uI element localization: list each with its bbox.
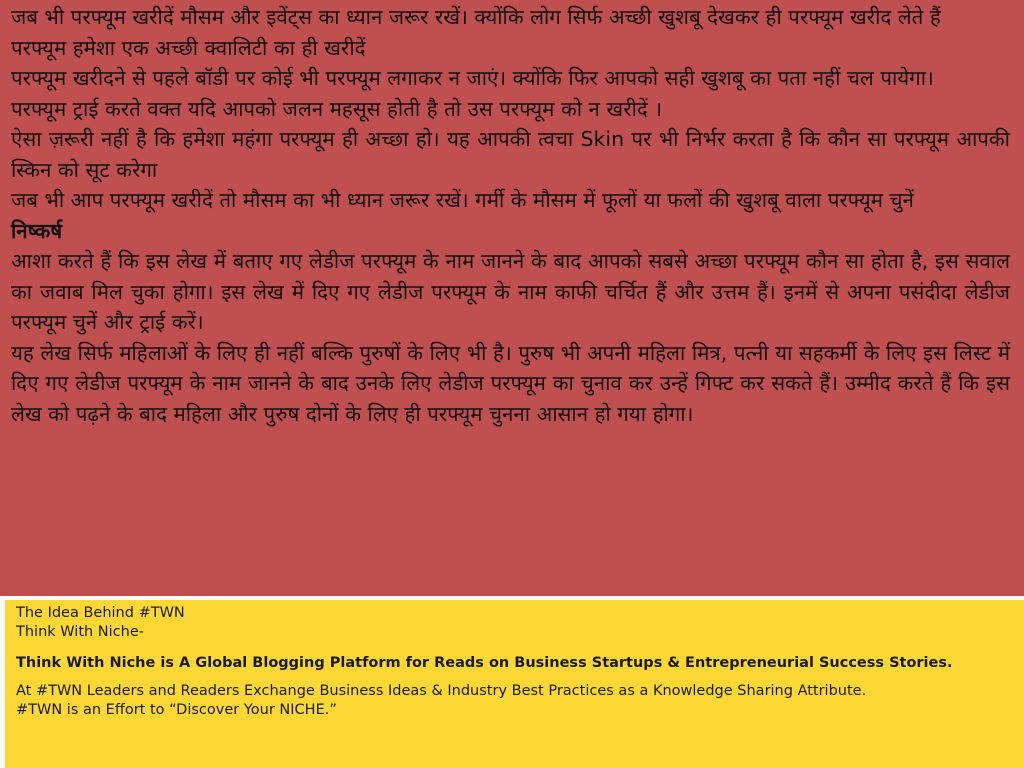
footer-description: At #TWN Leaders and Readers Exchange Business Ideas & Industry Best Practices as a Knowledge Sharing Attribute.: [16, 683, 867, 699]
footer-title: The Idea Behind #TWN: [16, 605, 185, 621]
footer-spacer: [16, 642, 1014, 654]
article-paragraph: परफ्यूम ट्राई करते वक्त यदि आपको जलन महसूस होती है तो उस परफ्यूम को न खरीदें ।: [11, 96, 663, 121]
article-paragraph: ऐसा ज़रूरी नहीं है कि हमेशा महंगा परफ्यूम ही अच्छा हो। यह आपकी त्वचा Skin पर भी निर्भर करता है कि कौन सा परफ्यूम आपकी स्किन को सूट करेगा: [11, 127, 1010, 182]
article-paragraph: परफ्यूम खरीदने से पहले बॉडी पर कोई भी परफ्यूम लगाकर न जाएं। क्योंकि फिर आपको सही खुशबू का पता नहीं चल पायेगा।: [11, 66, 934, 90]
article-paragraph: जब भी आप परफ्यूम खरीदें तो मौसम का भी ध्यान जरूर रखें। गर्मी के मौसम में फूलों या फलों की खुशबू वाला परफ्यूम चुनें: [11, 188, 914, 212]
article-paragraph: जब भी परफ्यूम खरीदें मौसम और इवेंट्स का ध्यान जरूर रखें। क्योंकि लोग सिर्फ अच्छी खुशबू देखकर ही परफ्यूम खरीद लेते हैं: [11, 5, 941, 29]
footer-subtitle: Think With Niche-: [16, 624, 144, 640]
conclusion-heading: निष्कर्ष: [11, 218, 63, 243]
article-paragraph: परफ्यूम हमेशा एक अच्छी क्वालिटी का ही खरीदें: [11, 35, 366, 60]
twn-footer-banner: [5, 600, 1024, 768]
conclusion-paragraph: यह लेख सिर्फ महिलाओं के लिए ही नहीं बल्कि पुरुषों के लिए भी है। पुरुष भी अपनी महिला मित्र, पत्नी या सहकर्मी के लिए इस लिस्ट में दिए गए लेडीज परफ्यूम के नाम जानने के बाद उनके लिए लेडीज परफ्यूम का चुनाव कर उन्हें गिफ्ट कर सकते हैं। उम्मीद करते हैं कि इस लेख को पढ़ने के बाद महिला और पुरुष दोनों के लिए ही परफ्यूम चुनना आसान हो गया होगा।: [11, 340, 1010, 426]
footer-spacer: [16, 673, 1014, 682]
conclusion-paragraph: आशा करते हैं कि इस लेख में बताए गए लेडीज परफ्यूम के नाम जानने के बाद आपको सबसे अच्छा परफ्यूम कौन सा होता है, इस सवाल का जवाब मिल चुका होगा। इस लेख में दिए गए लेडीज परफ्यूम के नाम काफी चर्चित हैं और उत्तम हैं। इनमें से अपना पसंदीदा लेडीज परफ्यूम चुनें और ट्राई करें।: [11, 249, 1010, 334]
footer-motto: #TWN is an Effort to “Discover Your NICHE.”: [16, 702, 337, 718]
footer-tagline: Think With Niche is A Global Blogging Platform for Reads on Business Startups & Entrepreneurial Success Stories.: [16, 655, 953, 671]
